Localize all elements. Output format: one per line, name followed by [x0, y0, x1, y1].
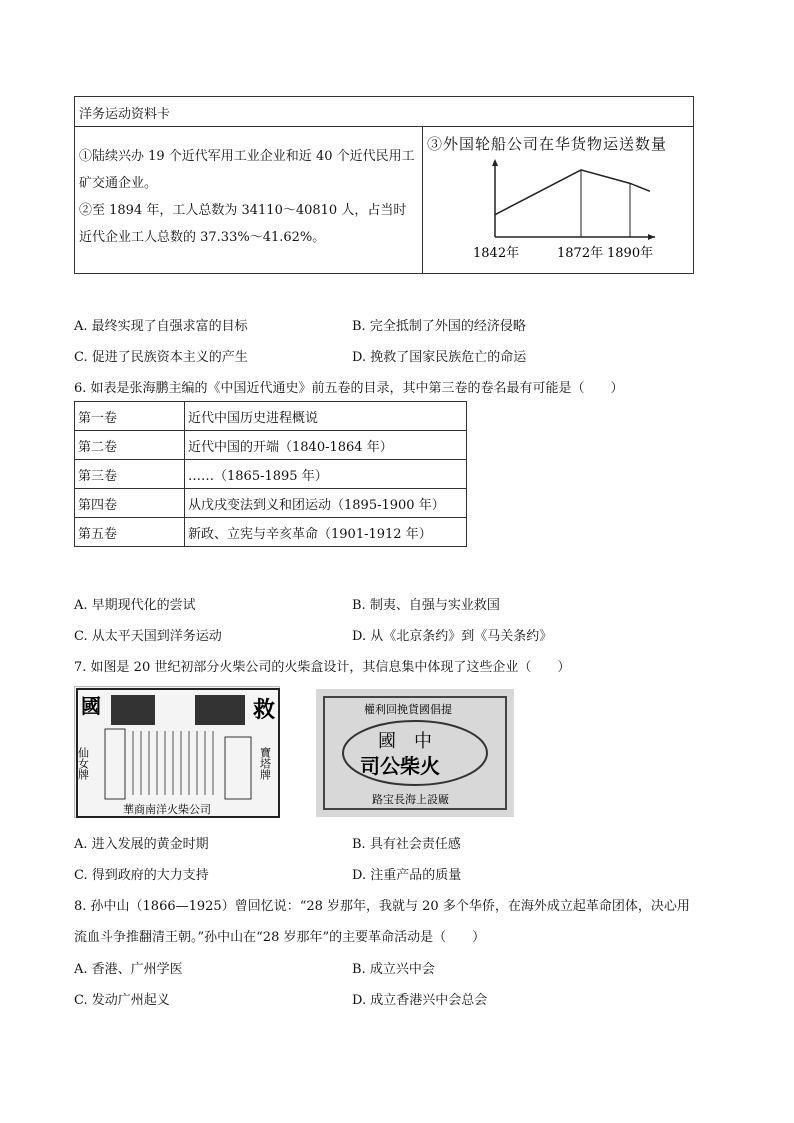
- vol-cell: 第三卷: [75, 460, 185, 489]
- q8-option-a[interactable]: A. 香港、广州学医: [74, 962, 183, 977]
- q6-option-a[interactable]: A. 早期现代化的尝试: [74, 598, 196, 613]
- vol-cell: 第五卷: [75, 518, 185, 547]
- slogan-text: 權利回挽貨國倡提: [364, 703, 452, 716]
- q6-option-b[interactable]: B. 制夷、自强与实业救国: [352, 598, 500, 613]
- vol-cell: 第二卷: [75, 431, 185, 460]
- vol-title-cell: ……（1865-1895 年）: [185, 460, 467, 489]
- q8-stem-line-2: 流血斗争推翻清王朝。”孙中山在“28 岁那年”的主要革命活动是（ ）: [74, 930, 486, 945]
- company-line-2: 司公柴火: [360, 754, 440, 778]
- corner-char-left: 國: [81, 694, 101, 718]
- table-row: [75, 460, 467, 489]
- matchbox-image-left: [74, 686, 280, 818]
- series-line: [495, 170, 630, 215]
- left-brand-label: 仙女牌: [76, 747, 90, 780]
- q8-option-d[interactable]: D. 成立香港兴中会总会: [352, 993, 488, 1008]
- table-row: [75, 402, 467, 431]
- right-brand-label: 寶塔牌: [258, 747, 272, 780]
- x-axis-arrow: [648, 234, 655, 240]
- table-row: [75, 518, 467, 547]
- series-line-tail: [630, 183, 650, 191]
- q8-option-b[interactable]: B. 成立兴中会: [352, 962, 435, 977]
- q5-option-a[interactable]: A. 最终实现了自强求富的目标: [74, 319, 248, 334]
- q6-stem: 6. 如表是张海鹏主编的《中国近代通史》前五卷的目录，其中第三卷的卷名最有可能是（ ）: [74, 381, 624, 396]
- vol-title-cell: 新政、立宪与辛亥革命（1901-1912 年）: [185, 518, 467, 547]
- card-title: 洋务运动资料卡: [75, 97, 693, 127]
- company-line-1: 國 中: [378, 731, 432, 752]
- y-axis-arrow: [492, 159, 498, 166]
- q8-option-c[interactable]: C. 发动广州起义: [74, 993, 170, 1008]
- table-row: [75, 489, 467, 518]
- card-item-2: ②至 1894 年，工人总数为 34110～40810 人，占当时近代企业工人总数的 37.33%～41.62%。: [79, 203, 407, 245]
- corner-char-right: 救: [253, 697, 276, 723]
- vol-title-cell: 近代中国历史进程概说: [185, 402, 467, 431]
- table-row: [75, 431, 467, 460]
- q7-option-a[interactable]: A. 进入发展的黄金时期: [74, 837, 209, 852]
- matchbox-image-right: [316, 689, 514, 817]
- card-facts: [75, 127, 423, 273]
- chart-panel: [423, 127, 693, 273]
- vol-title-cell: 从戊戌变法到义和团运动（1895-1900 年）: [185, 489, 467, 518]
- q7-option-b[interactable]: B. 具有社会责任感: [352, 837, 461, 852]
- q7-option-d[interactable]: D. 注重产品的质量: [352, 868, 462, 883]
- volume-table: [74, 401, 467, 547]
- q7-stem: 7. 如图是 20 世纪初部分火柴公司的火柴盒设计，其信息集中体现了这些企业（ ）: [74, 660, 571, 675]
- data-card: [74, 96, 694, 274]
- q7-option-c[interactable]: C. 得到政府的大力支持: [74, 868, 209, 883]
- q6-option-d[interactable]: D. 从《北京条约》到《马关条约》: [352, 629, 553, 644]
- card-item-1: ①陆续兴办 19 个近代军用工业企业和近 40 个近代民用工矿交通企业。: [79, 149, 415, 191]
- q6-option-c[interactable]: C. 从太平天国到洋务运动: [74, 629, 222, 644]
- vol-cell: 第一卷: [75, 402, 185, 431]
- q5-option-c[interactable]: C. 促进了民族资本主义的产生: [74, 350, 248, 365]
- chart-title: ③外国轮船公司在华货物运送数量: [427, 135, 668, 153]
- factory-address: 路宝長海上設厰: [372, 793, 449, 806]
- company-name-left: 華商南洋火柴公司: [123, 803, 211, 816]
- q5-option-b[interactable]: B. 完全抵制了外国的经济侵略: [352, 319, 526, 334]
- x-tick-label: 1842年: [473, 246, 520, 261]
- vol-cell: 第四卷: [75, 489, 185, 518]
- q5-option-d[interactable]: D. 挽救了国家民族危亡的命运: [352, 350, 527, 365]
- vol-title-cell: 近代中国的开端（1840-1864 年）: [185, 431, 467, 460]
- q8-stem-line-1: 8. 孙中山（1866—1925）曾回忆说：“28 岁那年，我就与 20 多个华侨，在海外成立起革命团体，决心用: [74, 899, 690, 914]
- x-tick-label: 1872年: [557, 246, 604, 261]
- x-tick-label: 1890年: [607, 246, 654, 261]
